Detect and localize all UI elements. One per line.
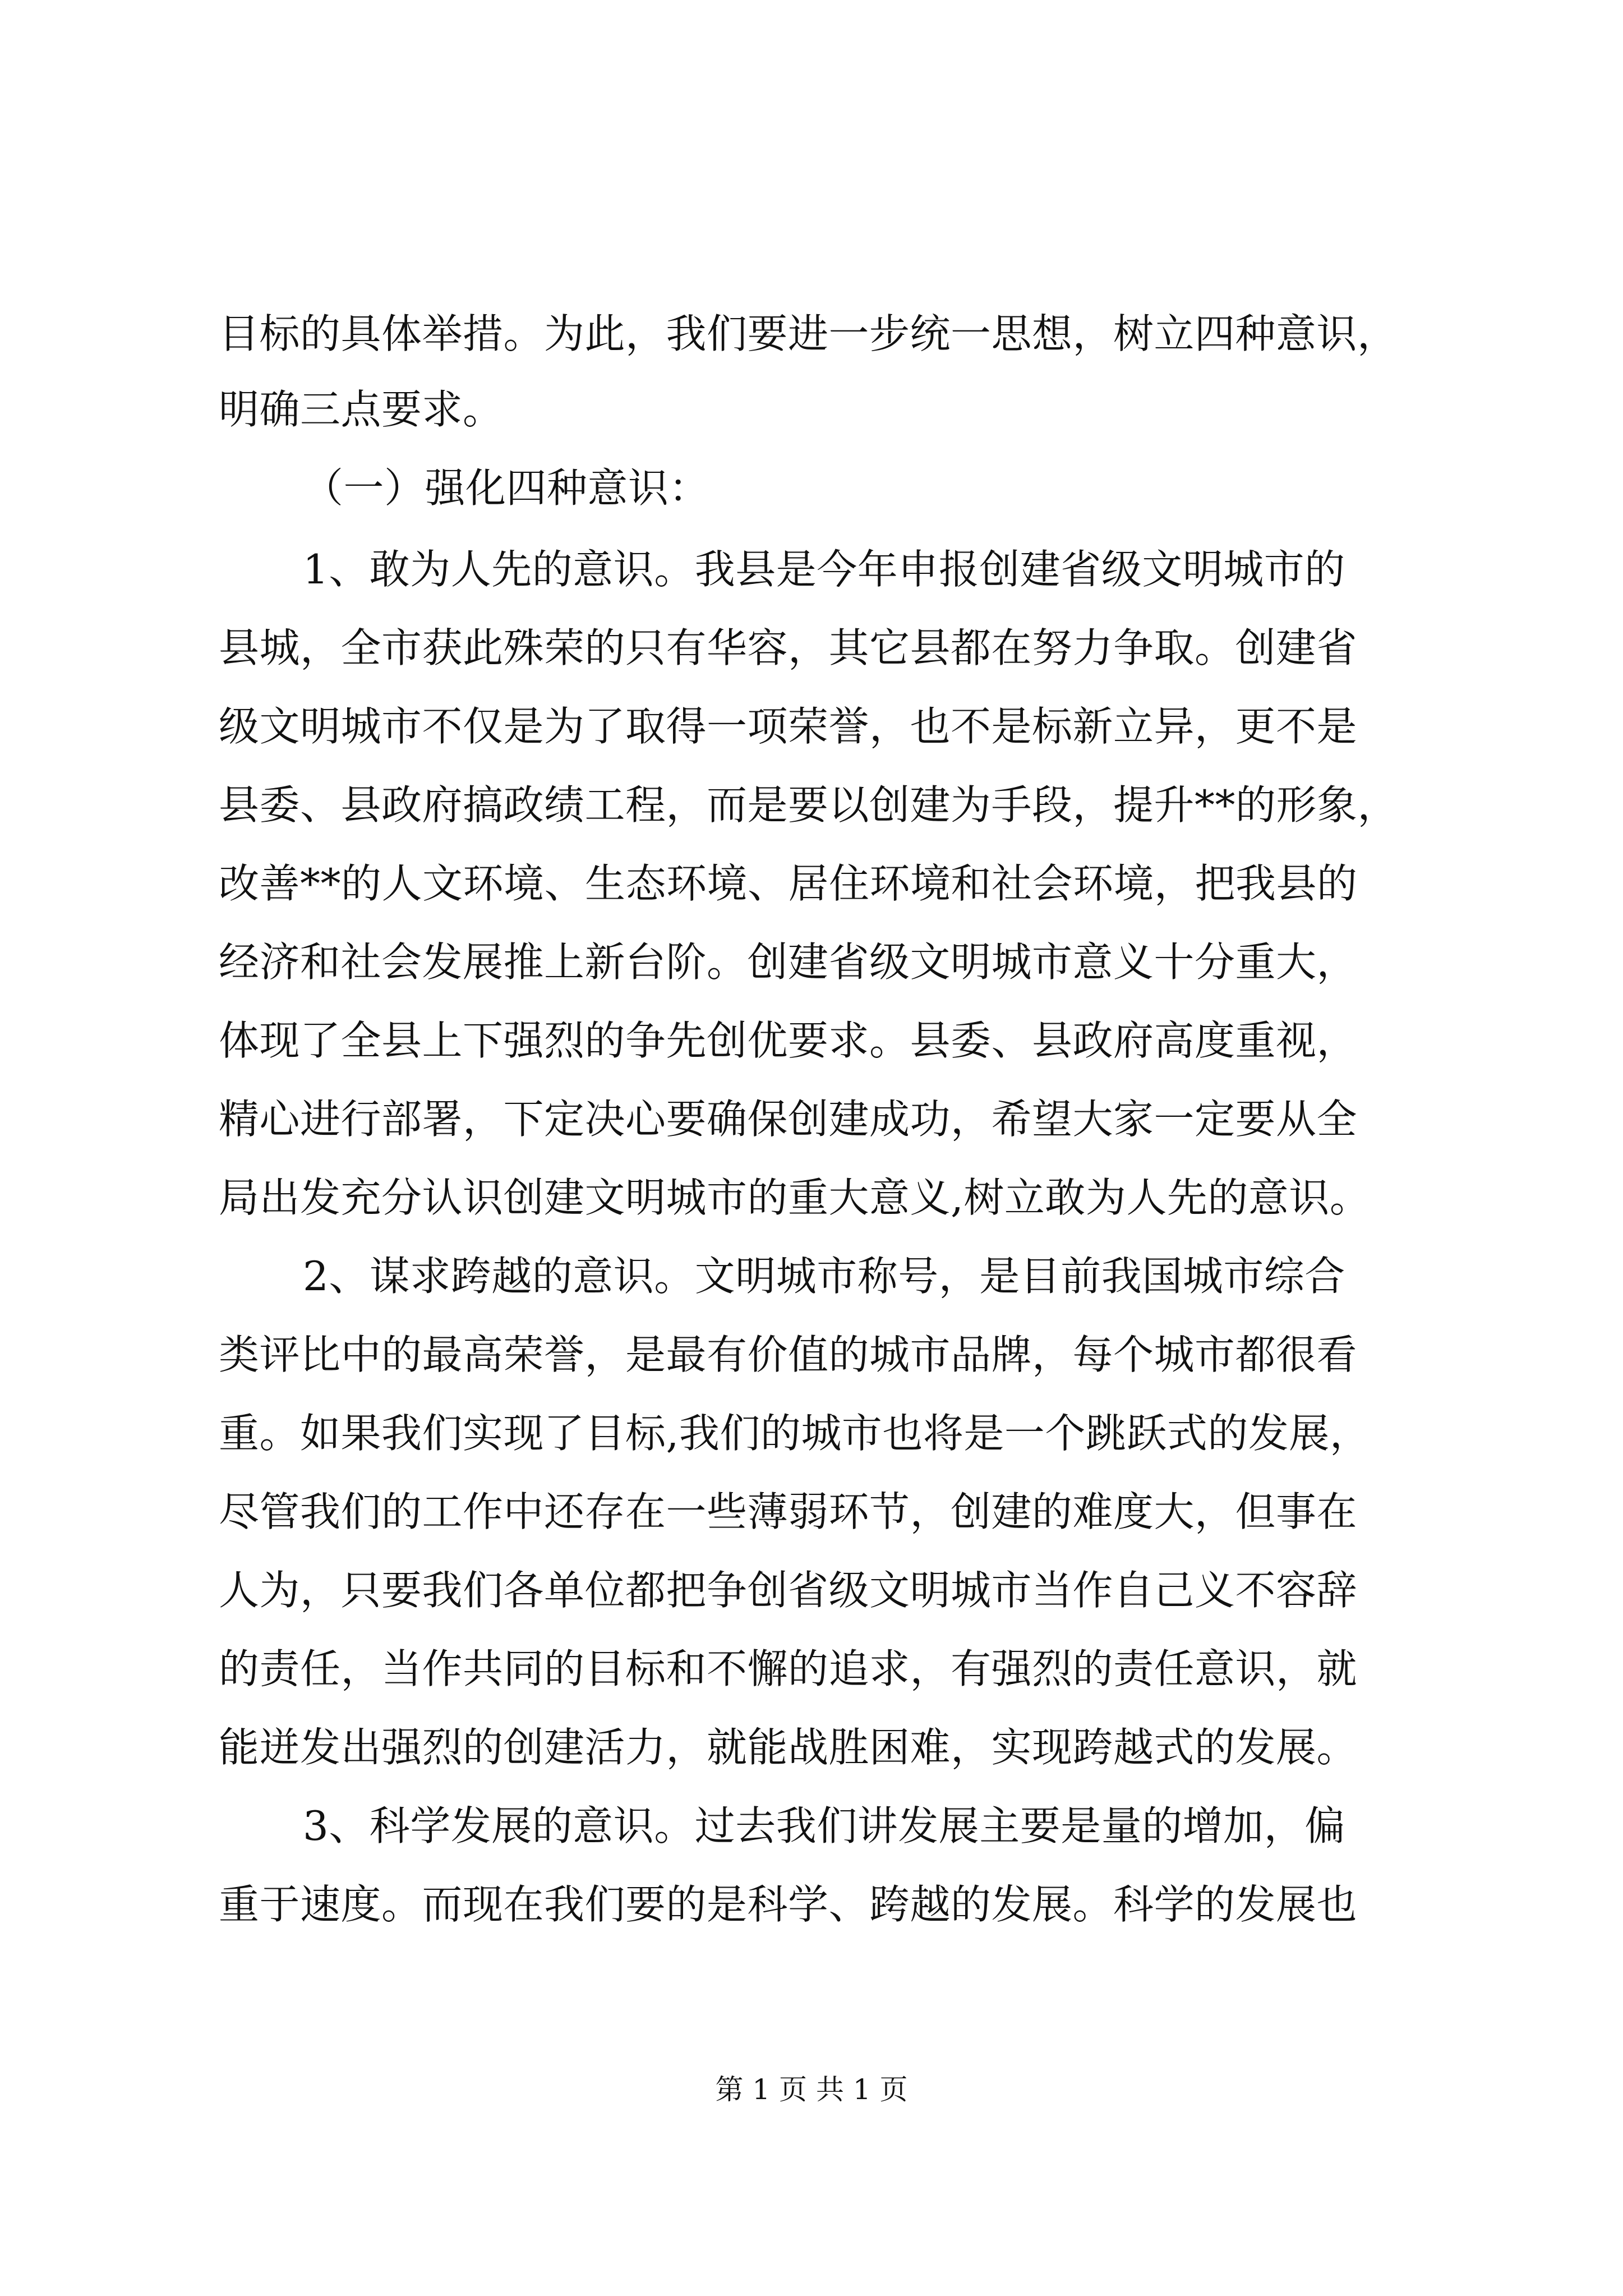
body-text-line: 级文明城市不仅是为了取得一项荣誉，也不是标新立异，更不是 <box>219 703 1358 750</box>
body-text-line: 改善**的人文环境、生态环境、居住环境和社会环境，把我县的 <box>219 860 1358 907</box>
body-text-line: 县城，全市获此殊荣的只有华容，其它县都在努力争取。创建省 <box>219 624 1358 671</box>
body-text-line: 2、谋求跨越的意识。文明城市称号，是目前我国城市综合 <box>303 1253 1345 1300</box>
page-footer: 第 1 页 共 1 页 <box>715 2073 908 2106</box>
body-text-line: 尽管我们的工作中还存在一些薄弱环节，创建的难度大，但事在 <box>219 1488 1358 1535</box>
body-text-line: 明确三点要求。 <box>219 386 504 433</box>
body-text-line: 类评比中的最高荣誉，是最有价值的城市品牌，每个城市都很看 <box>219 1331 1358 1378</box>
body-text-line: 3、科学发展的意识。过去我们讲发展主要是量的增加，偏 <box>303 1802 1345 1849</box>
body-text-line: 目标的具体举措。为此，我们要进一步统一思想，树立四种意识， <box>219 310 1398 357</box>
body-text-line: 局出发充分认识创建文明城市的重大意义,树立敢为人先的意识。 <box>219 1174 1371 1221</box>
body-text-line: 县委、县政府搞政绩工程，而是要以创建为手段，提升**的形象， <box>219 781 1399 829</box>
body-text-line: 体现了全县上下强烈的争先创优要求。县委、县政府高度重视， <box>219 1017 1358 1064</box>
body-text-line: 的责任，当作共同的目标和不懈的追求，有强烈的责任意识，就 <box>219 1645 1358 1692</box>
section-heading: （一）强化四种意识： <box>303 464 710 512</box>
body-text-line: 1、敢为人先的意识。我县是今年申报创建省级文明城市的 <box>303 546 1345 593</box>
body-text-line: 能迸发出强烈的创建活力，就能战胜困难，实现跨越式的发展。 <box>219 1724 1358 1771</box>
body-text-line: 经济和社会发展推上新台阶。创建省级文明城市意义十分重大， <box>219 938 1358 986</box>
body-text-line: 精心进行部署，下定决心要确保创建成功，希望大家一定要从全 <box>219 1096 1358 1143</box>
body-text-line: 重于速度。而现在我们要的是科学、跨越的发展。科学的发展也 <box>219 1881 1358 1928</box>
body-text-line: 重。如果我们实现了目标,我们的城市也将是一个跳跃式的发展， <box>219 1410 1371 1457</box>
body-text-line: 人为，只要我们各单位都把争创省级文明城市当作自己义不容辞 <box>219 1567 1358 1614</box>
